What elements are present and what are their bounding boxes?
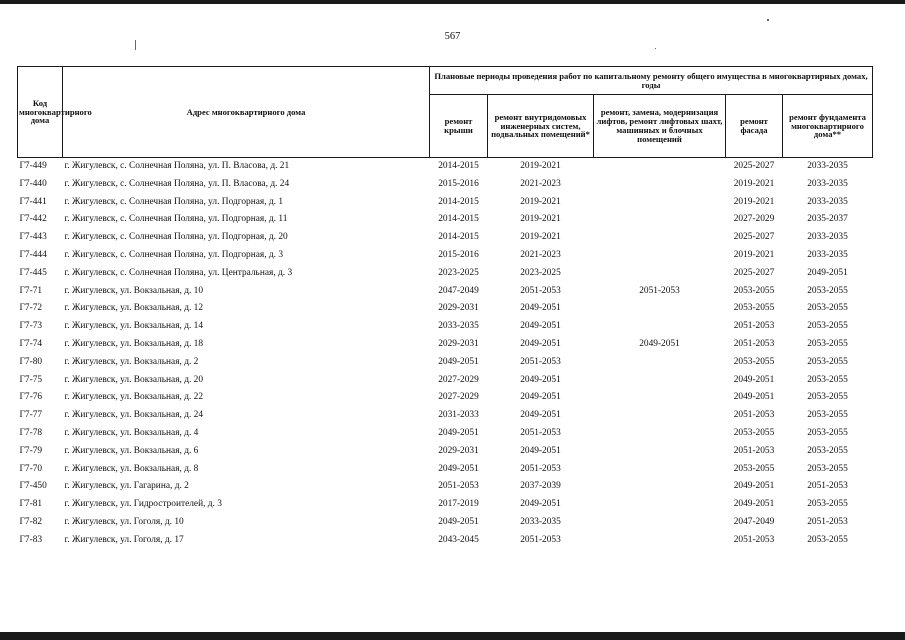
cell-roof: 2027-2029 — [438, 392, 479, 403]
cell-foundation: 2049-2051 — [807, 267, 848, 278]
cell-foundation: 2033-2035 — [807, 178, 848, 189]
table-row — [18, 300, 873, 318]
cell-elevators — [594, 265, 726, 283]
cell-elevators — [594, 425, 726, 443]
table-row — [18, 461, 873, 479]
cell-systems: 2051-2053 — [520, 356, 561, 367]
table-row — [18, 283, 873, 301]
cell-address: г. Жигулевск, с. Солнечная Поляна, ул. П. Власова, д. 21 — [64, 161, 290, 172]
cell-systems: 2051-2053 — [520, 285, 561, 296]
cell-address: г. Жигулевск, ул. Гоголя, д. 10 — [64, 517, 184, 528]
cell-code: Г7-73 — [19, 321, 43, 332]
cell-roof: 2049-2051 — [438, 463, 479, 474]
table-row — [18, 158, 873, 176]
cell-address: г. Жигулевск, ул. Вокзальная, д. 24 — [64, 410, 204, 421]
cell-code: Г7-70 — [19, 463, 43, 474]
cell-code: Г7-444 — [19, 250, 47, 261]
cell-systems: 2019-2021 — [520, 196, 561, 207]
header-foundation: ремонт фундамента многоквартирного дома** — [783, 95, 873, 158]
cell-address: г. Жигулевск, ул. Вокзальная, д. 20 — [64, 374, 204, 385]
cell-roof: 2029-2031 — [438, 339, 479, 350]
cell-facade: 2051-2053 — [733, 534, 775, 545]
cell-address: г. Жигулевск, ул. Гоголя, д. 17 — [64, 534, 184, 545]
cell-systems: 2019-2021 — [520, 232, 561, 243]
cell-code: Г7-77 — [19, 410, 43, 421]
cell-systems: 2051-2053 — [520, 428, 561, 439]
cell-foundation: 2053-2055 — [807, 463, 848, 474]
cell-facade: 2049-2051 — [733, 499, 775, 510]
cell-roof: 2051-2053 — [438, 481, 479, 492]
cell-address: г. Жигулевск, ул. Вокзальная, д. 12 — [64, 303, 204, 314]
cell-elevators — [594, 318, 726, 336]
header-address: Адрес многоквартирного дома — [63, 67, 430, 158]
cell-code: Г7-76 — [19, 392, 43, 403]
cell-address: г. Жигулевск, ул. Вокзальная, д. 4 — [64, 428, 199, 439]
cell-code: Г7-440 — [19, 178, 47, 189]
cell-foundation: 2051-2053 — [807, 481, 848, 492]
cell-foundation: 2051-2053 — [807, 517, 848, 528]
cell-elevators — [594, 407, 726, 425]
table-row — [18, 407, 873, 425]
cell-roof: 2049-2051 — [438, 356, 479, 367]
cell-elevators — [594, 158, 726, 176]
cell-facade: 2047-2049 — [733, 517, 775, 528]
cell-address: г. Жигулевск, ул. Вокзальная, д. 22 — [64, 392, 204, 403]
cell-foundation: 2033-2035 — [807, 250, 848, 261]
cell-address: г. Жигулевск, ул. Вокзальная, д. 6 — [64, 445, 199, 456]
cell-address: г. Жигулевск, ул. Гагарина, д. 2 — [64, 481, 189, 492]
cell-foundation: 2053-2055 — [807, 339, 848, 350]
cell-roof: 2023-2025 — [438, 267, 479, 278]
cell-address: г. Жигулевск, ул. Вокзальная, д. 10 — [64, 285, 204, 296]
cell-elevators — [594, 194, 726, 212]
cell-elevators — [594, 229, 726, 247]
cell-address: г. Жигулевск, ул. Вокзальная, д. 14 — [64, 321, 204, 332]
cell-facade: 2027-2029 — [733, 214, 775, 225]
cell-code: Г7-78 — [19, 428, 43, 439]
cell-code: Г7-449 — [19, 161, 47, 172]
cell-foundation: 2053-2055 — [807, 321, 848, 332]
cell-address: г. Жигулевск, ул. Вокзальная, д. 8 — [64, 463, 199, 474]
cell-roof: 2014-2015 — [438, 232, 479, 243]
cell-foundation: 2053-2055 — [807, 499, 848, 510]
cell-elevators — [594, 389, 726, 407]
table-row — [18, 496, 873, 514]
scan-top-edge — [0, 0, 905, 4]
cell-foundation: 2033-2035 — [807, 232, 848, 243]
cell-foundation: 2053-2055 — [807, 392, 848, 403]
cell-systems: 2021-2023 — [520, 250, 561, 261]
cell-address: г. Жигулевск, ул. Вокзальная, д. 18 — [64, 339, 204, 350]
cell-systems: 2037-2039 — [520, 481, 561, 492]
table-row — [18, 443, 873, 461]
cell-roof: 2014-2015 — [438, 196, 479, 207]
cell-roof: 2049-2051 — [438, 428, 479, 439]
cell-facade: 2019-2021 — [733, 178, 775, 189]
cell-code: Г7-442 — [19, 214, 47, 225]
cell-roof: 2014-2015 — [438, 161, 479, 172]
cell-facade: 2025-2027 — [733, 267, 775, 278]
cell-elevators: 2049-2051 — [639, 339, 680, 350]
table-row — [18, 318, 873, 336]
cell-systems: 2049-2051 — [520, 374, 561, 385]
cell-foundation: 2053-2055 — [807, 428, 848, 439]
cell-facade: 2049-2051 — [733, 392, 775, 403]
cell-systems: 2051-2053 — [520, 534, 561, 545]
cell-address: г. Жигулевск, с. Солнечная Поляна, ул. П. Власова, д. 24 — [64, 178, 290, 189]
cell-elevators — [594, 211, 726, 229]
cell-roof: 2015-2016 — [438, 250, 479, 261]
cell-facade: 2025-2027 — [733, 161, 775, 172]
cell-roof: 2027-2029 — [438, 374, 479, 385]
table-row — [18, 354, 873, 372]
table-row — [18, 336, 873, 354]
cell-code: Г7-450 — [19, 481, 47, 492]
cell-facade: 2019-2021 — [733, 196, 775, 207]
cell-code: Г7-74 — [19, 339, 43, 350]
table-row — [18, 211, 873, 229]
cell-systems: 2033-2035 — [520, 517, 561, 528]
cell-code: Г7-443 — [19, 232, 47, 243]
cell-facade: 2053-2055 — [733, 428, 775, 439]
cell-facade: 2051-2053 — [733, 410, 775, 421]
table-row — [18, 425, 873, 443]
cell-code: Г7-83 — [19, 534, 43, 545]
cell-foundation: 2053-2055 — [807, 534, 848, 545]
cell-elevators — [594, 300, 726, 318]
table-row — [18, 372, 873, 390]
cell-elevators — [594, 496, 726, 514]
cell-systems: 2021-2023 — [520, 178, 561, 189]
cell-facade: 2053-2055 — [733, 463, 775, 474]
header-code: Код многоквартирного дома — [18, 67, 63, 158]
cell-code: Г7-82 — [19, 517, 43, 528]
cell-roof: 2029-2031 — [438, 303, 479, 314]
cell-systems: 2019-2021 — [520, 161, 561, 172]
header-systems: ремонт внутридомовых инженерных систем, подвальных помещений* — [488, 95, 594, 158]
cell-elevators — [594, 461, 726, 479]
cell-code: Г7-75 — [19, 374, 43, 385]
cell-facade: 2025-2027 — [733, 232, 775, 243]
cell-address: г. Жигулевск, ул. Гидростроителей, д. 3 — [64, 499, 222, 510]
cell-systems: 2049-2051 — [520, 339, 561, 350]
cell-roof: 2029-2031 — [438, 445, 479, 456]
cell-roof: 2017-2019 — [438, 499, 479, 510]
cell-elevators — [594, 478, 726, 496]
cell-foundation: 2053-2055 — [807, 285, 848, 296]
cell-facade: 2019-2021 — [733, 250, 775, 261]
cell-code: Г7-80 — [19, 356, 43, 367]
cell-code: Г7-81 — [19, 499, 43, 510]
cell-foundation: 2035-2037 — [807, 214, 848, 225]
cell-systems: 2019-2021 — [520, 214, 561, 225]
cell-foundation: 2033-2035 — [807, 161, 848, 172]
table-row — [18, 478, 873, 496]
cell-elevators — [594, 247, 726, 265]
cell-foundation: 2033-2035 — [807, 196, 848, 207]
cell-facade: 2053-2055 — [733, 303, 775, 314]
scan-speck — [767, 19, 769, 21]
cell-address: г. Жигулевск, ул. Вокзальная, д. 2 — [64, 356, 199, 367]
cell-address: г. Жигулевск, с. Солнечная Поляна, ул. Подгорная, д. 3 — [64, 250, 284, 261]
table-row — [18, 532, 873, 550]
cell-elevators — [594, 176, 726, 194]
cell-foundation: 2053-2055 — [807, 303, 848, 314]
cell-elevators — [594, 372, 726, 390]
cell-foundation: 2053-2055 — [807, 410, 848, 421]
cell-elevators — [594, 443, 726, 461]
header-periods: Плановые периоды проведения работ по капитальному ремонту общего имущества в многоквартирных домах, годы — [430, 67, 873, 95]
cell-systems: 2049-2051 — [520, 303, 561, 314]
cell-roof: 2031-2033 — [438, 410, 479, 421]
cell-elevators — [594, 354, 726, 372]
table-row — [18, 176, 873, 194]
header-elevators: ремонт, замена, модернизация лифтов, ремонт лифтовых шахт, машинных и блочных помещений — [594, 95, 726, 158]
cell-systems: 2049-2051 — [520, 321, 561, 332]
cell-code: Г7-71 — [19, 285, 43, 296]
cell-roof: 2043-2045 — [438, 534, 479, 545]
cell-roof: 2033-2035 — [438, 321, 479, 332]
cell-elevators — [594, 514, 726, 532]
cell-facade: 2053-2055 — [733, 356, 775, 367]
table-row — [18, 389, 873, 407]
cell-address: г. Жигулевск, с. Солнечная Поляна, ул. Подгорная, д. 1 — [64, 196, 284, 207]
cell-code: Г7-72 — [19, 303, 43, 314]
cell-facade: 2051-2053 — [733, 321, 775, 332]
page-number: 567 — [444, 31, 461, 42]
cell-address: г. Жигулевск, с. Солнечная Поляна, ул. Подгорная, д. 11 — [64, 214, 288, 225]
cell-address: г. Жигулевск, с. Солнечная Поляна, ул. Подгорная, д. 20 — [64, 232, 288, 243]
table-row — [18, 265, 873, 283]
table-row — [18, 194, 873, 212]
cell-facade: 2053-2055 — [733, 285, 775, 296]
cell-elevators — [594, 532, 726, 550]
capital-repair-schedule-table — [17, 66, 873, 550]
cell-code: Г7-79 — [19, 445, 43, 456]
cell-code: Г7-441 — [19, 196, 47, 207]
header-facade: ремонт фасада — [726, 95, 783, 158]
cell-code: Г7-445 — [19, 267, 47, 278]
cell-foundation: 2053-2055 — [807, 374, 848, 385]
cell-elevators: 2051-2053 — [639, 285, 680, 296]
cell-roof: 2014-2015 — [438, 214, 479, 225]
cell-facade: 2049-2051 — [733, 374, 775, 385]
cell-systems: 2051-2053 — [520, 463, 561, 474]
cell-foundation: 2053-2055 — [807, 445, 848, 456]
cell-systems: 2049-2051 — [520, 445, 561, 456]
scan-bottom-edge — [0, 632, 905, 640]
scan-speck — [655, 48, 656, 49]
cell-roof: 2015-2016 — [438, 178, 479, 189]
cell-facade: 2051-2053 — [733, 445, 775, 456]
cell-facade: 2051-2053 — [733, 339, 775, 350]
cell-systems: 2049-2051 — [520, 410, 561, 421]
cell-foundation: 2053-2055 — [807, 356, 848, 367]
cell-roof: 2047-2049 — [438, 285, 479, 296]
cell-roof: 2049-2051 — [438, 517, 479, 528]
cell-systems: 2023-2025 — [520, 267, 561, 278]
cell-systems: 2049-2051 — [520, 392, 561, 403]
cell-facade: 2049-2051 — [733, 481, 775, 492]
table-row — [18, 247, 873, 265]
cell-address: г. Жигулевск, с. Солнечная Поляна, ул. Центральная, д. 3 — [64, 267, 293, 278]
table-row — [18, 514, 873, 532]
cell-systems: 2049-2051 — [520, 499, 561, 510]
header-roof: ремонт крыши — [430, 95, 488, 158]
table-row — [18, 229, 873, 247]
